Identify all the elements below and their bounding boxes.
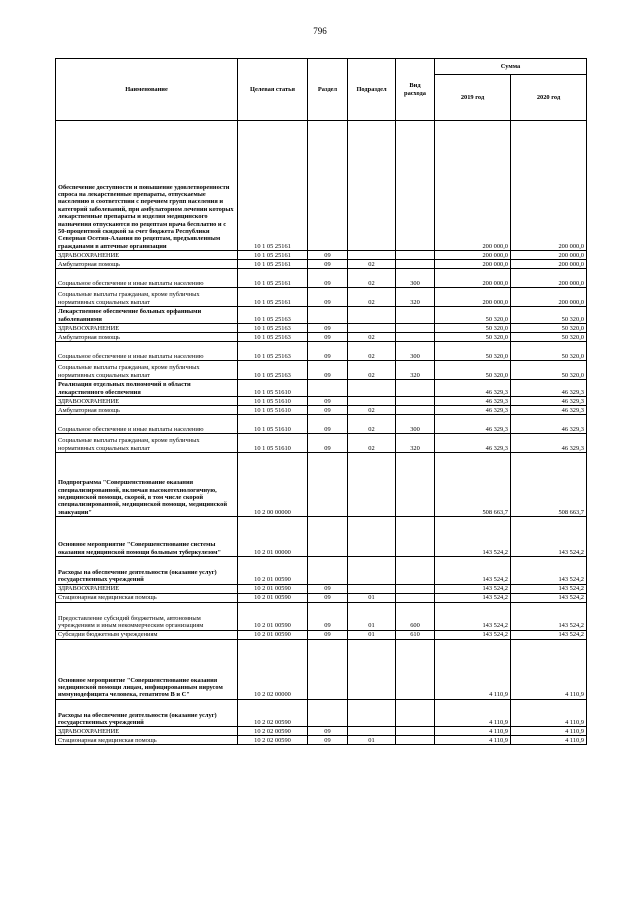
row-2020-cell: 143 524,2 [511,557,587,585]
table-row [56,361,587,380]
row-section-cell [308,517,348,557]
row-type-cell: 300 [396,342,435,361]
row-2020-cell: 50 320,0 [511,324,587,333]
row-2019-cell: 143 524,2 [435,584,511,593]
row-subsection-cell: 02 [348,288,396,307]
row-target-cell: 10 1 05 25161 [238,269,308,288]
row-subsection-cell [348,557,396,585]
table-row [56,342,587,361]
row-name-cell: Основное мероприятие "Совершенствование системы оказания медицинской помощи больным туберкулезом" [56,517,238,557]
row-subsection-cell: 02 [348,269,396,288]
row-2020-cell: 50 320,0 [511,333,587,342]
row-2020-cell: 4 110,9 [511,639,587,699]
row-subsection-cell [348,453,396,517]
row-2020-cell: 50 320,0 [511,361,587,380]
row-target-cell: 10 1 05 25163 [238,307,308,324]
row-subsection-cell: 02 [348,406,396,415]
row-2019-cell: 50 320,0 [435,307,511,324]
row-type-cell [396,453,435,517]
row-section-cell: 09 [308,602,348,630]
row-2019-cell: 46 329,3 [435,380,511,397]
row-section-cell: 09 [308,342,348,361]
row-type-cell [396,736,435,745]
row-target-cell: 10 2 01 00590 [238,602,308,630]
table-row [56,453,587,517]
row-2020-cell: 200 000,0 [511,260,587,269]
table-row [56,602,587,630]
table-row [56,557,587,585]
row-type-cell [396,639,435,699]
row-subsection-cell [348,584,396,593]
row-type-cell [396,557,435,585]
row-name-cell: Амбулаторная помощь [56,333,238,342]
row-target-cell: 10 1 05 25161 [238,121,308,251]
row-type-cell [396,699,435,727]
row-target-cell: 10 1 05 25163 [238,333,308,342]
row-type-cell [396,121,435,251]
header-2020: 2020 год [511,75,587,121]
row-type-cell: 320 [396,361,435,380]
row-subsection-cell: 02 [348,415,396,434]
row-name-cell: Обеспечение доступности и повышение удовлетворенности спроса на лекарственные препараты, отпускаемые населению в соответствии с перечнем групп населения и категорий заболеваний, при амбулаторном лечении которых лекарственные препараты и изделия медицинского назначения отпускаются по рецептам врача бесплатно и с 50-процентной скидкой за счет бюджета Республики Северная Осетия-Алания по рецептам, предъявленным гражданами в аптечные организации [56,121,238,251]
row-name-cell: Социальные выплаты гражданам, кроме публичных нормативных социальных выплат [56,434,238,453]
row-type-cell: 320 [396,434,435,453]
row-2019-cell: 50 320,0 [435,361,511,380]
row-subsection-cell: 01 [348,736,396,745]
row-target-cell: 10 1 05 51610 [238,415,308,434]
row-target-cell: 10 1 05 25161 [238,251,308,260]
table-row [56,699,587,727]
row-section-cell: 09 [308,260,348,269]
row-subsection-cell [348,639,396,699]
row-name-cell: ЗДРАВООХРАНЕНИЕ [56,251,238,260]
row-2020-cell: 200 000,0 [511,251,587,260]
row-2020-cell: 46 329,3 [511,380,587,397]
row-2020-cell: 200 000,0 [511,269,587,288]
row-name-cell: Социальное обеспечение и иные выплаты населению [56,415,238,434]
row-2019-cell: 143 524,2 [435,630,511,639]
row-subsection-cell [348,699,396,727]
page-number: 796 [313,26,327,36]
table-row [56,630,587,639]
row-2019-cell: 200 000,0 [435,121,511,251]
row-type-cell [396,333,435,342]
table-row [56,380,587,397]
row-2019-cell: 46 329,3 [435,406,511,415]
row-name-cell: ЗДРАВООХРАНЕНИЕ [56,727,238,736]
row-2019-cell: 143 524,2 [435,517,511,557]
row-subsection-cell [348,517,396,557]
row-subsection-cell: 02 [348,361,396,380]
row-name-cell: Социальные выплаты гражданам, кроме публичных нормативных социальных выплат [56,361,238,380]
row-2019-cell: 46 329,3 [435,434,511,453]
row-section-cell: 09 [308,415,348,434]
row-section-cell [308,453,348,517]
row-2020-cell: 508 663,7 [511,453,587,517]
row-type-cell [396,584,435,593]
table-row [56,288,587,307]
row-subsection-cell: 02 [348,333,396,342]
row-2020-cell: 46 329,3 [511,415,587,434]
row-target-cell: 10 2 01 00590 [238,593,308,602]
row-target-cell: 10 2 01 00000 [238,517,308,557]
row-target-cell: 10 1 05 25161 [238,288,308,307]
row-name-cell: Амбулаторная помощь [56,406,238,415]
row-subsection-cell [348,397,396,406]
header-2019: 2019 год [435,75,511,121]
table-row [56,639,587,699]
row-section-cell: 09 [308,593,348,602]
row-section-cell [308,699,348,727]
row-subsection-cell: 01 [348,602,396,630]
row-target-cell: 10 1 05 51610 [238,397,308,406]
row-name-cell: ЗДРАВООХРАНЕНИЕ [56,324,238,333]
row-target-cell: 10 2 02 00000 [238,639,308,699]
row-2019-cell: 50 320,0 [435,333,511,342]
row-2020-cell: 46 329,3 [511,406,587,415]
row-section-cell: 09 [308,324,348,333]
table-row [56,397,587,406]
row-target-cell: 10 2 02 00590 [238,736,308,745]
row-name-cell: Социальное обеспечение и иные выплаты населению [56,269,238,288]
row-target-cell: 10 1 05 51610 [238,406,308,415]
row-2020-cell: 143 524,2 [511,593,587,602]
row-type-cell [396,517,435,557]
row-type-cell [396,251,435,260]
table-row [56,406,587,415]
row-2020-cell: 46 329,3 [511,397,587,406]
row-2019-cell: 46 329,3 [435,415,511,434]
row-type-cell [396,260,435,269]
row-section-cell: 09 [308,333,348,342]
header-subsection: Подраздел [348,59,396,121]
row-target-cell: 10 2 01 00590 [238,630,308,639]
row-type-cell [396,406,435,415]
row-name-cell: Подпрограмма "Совершенствование оказания специализированной, включая высокотехнологичную, медицинской помощи, скорой, в том числе скорой специализированной, медицинской помощи, медицинской эвакуации" [56,453,238,517]
row-2019-cell: 200 000,0 [435,269,511,288]
row-section-cell [308,121,348,251]
table-row [56,584,587,593]
row-name-cell: Стационарная медицинская помощь [56,736,238,745]
row-2019-cell: 143 524,2 [435,593,511,602]
row-2019-cell: 50 320,0 [435,324,511,333]
row-name-cell: Реализация отдельных полномочий в области лекарственного обеспечения [56,380,238,397]
row-2020-cell: 143 524,2 [511,630,587,639]
row-type-cell: 300 [396,415,435,434]
row-2019-cell: 200 000,0 [435,260,511,269]
row-section-cell: 09 [308,727,348,736]
table-row [56,736,587,745]
row-subsection-cell [348,324,396,333]
row-target-cell: 10 2 02 00590 [238,699,308,727]
row-type-cell [396,380,435,397]
row-2020-cell: 143 524,2 [511,602,587,630]
row-name-cell: Расходы на обеспечение деятельности (оказание услуг) государственных учреждений [56,557,238,585]
header-target: Целевая статья [238,59,308,121]
row-target-cell: 10 1 05 51610 [238,380,308,397]
row-section-cell: 09 [308,630,348,639]
row-2019-cell: 200 000,0 [435,288,511,307]
row-section-cell: 09 [308,397,348,406]
header-name: Наименование [56,59,238,121]
row-section-cell: 09 [308,584,348,593]
row-name-cell: ЗДРАВООХРАНЕНИЕ [56,584,238,593]
row-2020-cell: 4 110,9 [511,736,587,745]
header-section: Раздел [308,59,348,121]
row-2019-cell: 200 000,0 [435,251,511,260]
row-target-cell: 10 2 01 00590 [238,584,308,593]
row-2020-cell: 50 320,0 [511,342,587,361]
row-section-cell: 09 [308,269,348,288]
row-subsection-cell [348,727,396,736]
row-2020-cell: 143 524,2 [511,584,587,593]
table-row [56,434,587,453]
table-row [56,260,587,269]
row-type-cell: 600 [396,602,435,630]
row-2020-cell: 4 110,9 [511,699,587,727]
row-target-cell: 10 1 05 25163 [238,361,308,380]
row-name-cell: Расходы на обеспечение деятельности (оказание услуг) государственных учреждений [56,699,238,727]
row-name-cell: Лекарственное обеспечение больных орфанными заболеваниями [56,307,238,324]
table-row [56,593,587,602]
row-target-cell: 10 2 01 00590 [238,557,308,585]
row-subsection-cell [348,307,396,324]
row-subsection-cell: 02 [348,434,396,453]
row-type-cell [396,307,435,324]
row-name-cell: Основное мероприятие "Совершенствование оказания медицинской помощи лицам, инфицированным вирусом иммунодефицита человека, гепатитом В и С" [56,639,238,699]
row-type-cell: 300 [396,269,435,288]
row-target-cell: 10 1 05 51610 [238,434,308,453]
row-2020-cell: 143 524,2 [511,517,587,557]
row-name-cell: Предоставление субсидий бюджетным, автономным учреждениям и иным некоммерческим организациям [56,602,238,630]
header-amount: Сумма [435,59,587,75]
row-type-cell [396,397,435,406]
row-section-cell: 09 [308,434,348,453]
row-type-cell [396,593,435,602]
row-2020-cell: 4 110,9 [511,727,587,736]
row-subsection-cell [348,251,396,260]
row-2019-cell: 4 110,9 [435,736,511,745]
row-section-cell: 09 [308,288,348,307]
row-2019-cell: 4 110,9 [435,639,511,699]
row-2019-cell: 4 110,9 [435,727,511,736]
row-2019-cell: 50 320,0 [435,342,511,361]
row-section-cell: 09 [308,251,348,260]
row-section-cell: 09 [308,361,348,380]
row-section-cell: 09 [308,406,348,415]
table-row [56,727,587,736]
row-section-cell [308,639,348,699]
row-section-cell [308,307,348,324]
table-row [56,333,587,342]
budget-table [55,58,587,745]
row-2019-cell: 143 524,2 [435,557,511,585]
row-name-cell: Социальные выплаты гражданам, кроме публичных нормативных социальных выплат [56,288,238,307]
row-2019-cell: 46 329,3 [435,397,511,406]
table-row [56,269,587,288]
table-row [56,517,587,557]
row-section-cell [308,557,348,585]
table-row [56,415,587,434]
row-subsection-cell: 02 [348,342,396,361]
row-target-cell: 10 1 05 25161 [238,260,308,269]
row-name-cell: Субсидии бюджетным учреждениям [56,630,238,639]
row-target-cell: 10 2 00 00000 [238,453,308,517]
row-type-cell [396,727,435,736]
row-2020-cell: 200 000,0 [511,288,587,307]
row-subsection-cell: 01 [348,630,396,639]
row-target-cell: 10 1 05 25163 [238,324,308,333]
table-row [56,324,587,333]
row-2020-cell: 50 320,0 [511,307,587,324]
header-expense-type: Вид расхода [396,59,435,121]
row-name-cell: Амбулаторная помощь [56,260,238,269]
row-subsection-cell: 02 [348,260,396,269]
row-subsection-cell: 01 [348,593,396,602]
row-section-cell [308,380,348,397]
row-section-cell: 09 [308,736,348,745]
table-row [56,307,587,324]
row-2019-cell: 143 524,2 [435,602,511,630]
row-2020-cell: 200 000,0 [511,121,587,251]
row-target-cell: 10 1 05 25163 [238,342,308,361]
row-2019-cell: 4 110,9 [435,699,511,727]
row-target-cell: 10 2 02 00590 [238,727,308,736]
row-subsection-cell [348,380,396,397]
row-2020-cell: 46 329,3 [511,434,587,453]
row-name-cell: Стационарная медицинская помощь [56,593,238,602]
row-name-cell: ЗДРАВООХРАНЕНИЕ [56,397,238,406]
row-2019-cell: 508 663,7 [435,453,511,517]
row-subsection-cell [348,121,396,251]
row-type-cell: 610 [396,630,435,639]
table-row [56,121,587,251]
row-type-cell [396,324,435,333]
table-row [56,251,587,260]
row-type-cell: 320 [396,288,435,307]
row-name-cell: Социальное обеспечение и иные выплаты населению [56,342,238,361]
